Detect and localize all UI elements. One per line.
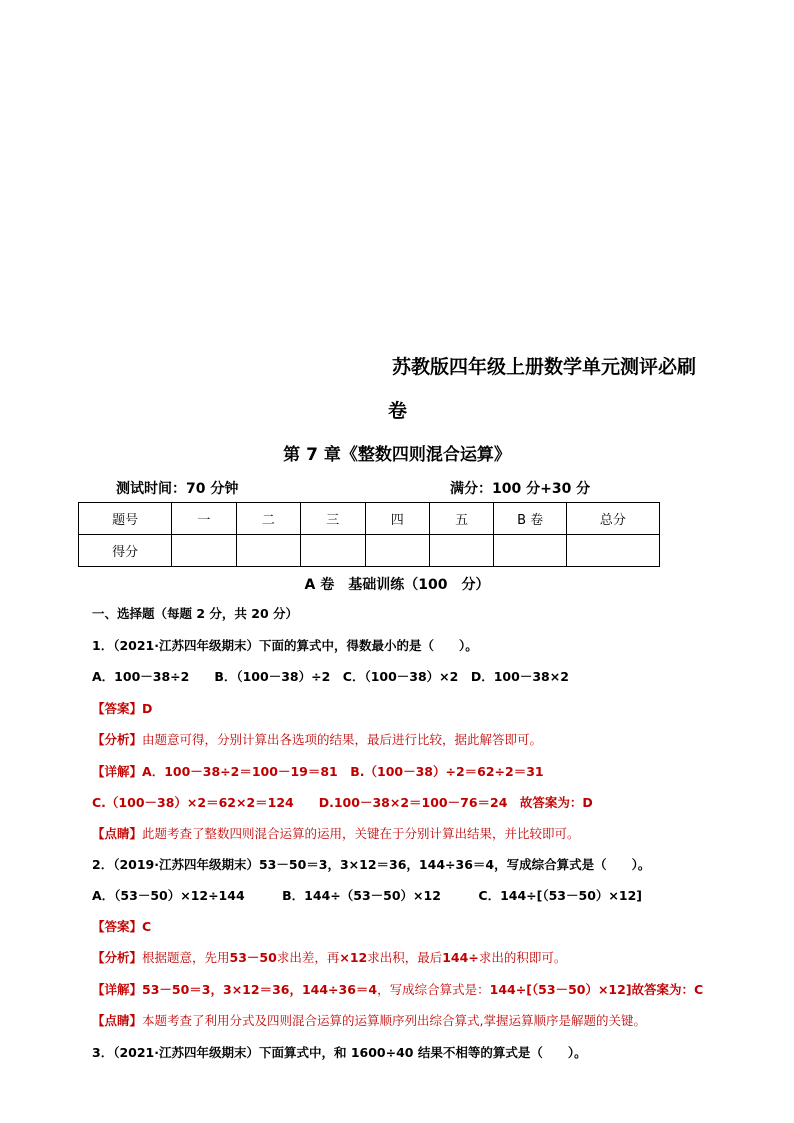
analysis-expr: 53－50 [229,950,277,965]
score-header-cell: B 卷 [494,503,566,535]
q1-detail-2: C.（100－38）×2＝62×2＝124 D.100－38×2＝100－76＝24 故答案为：D [92,795,593,810]
analysis-text: 求出差，再 [276,950,340,965]
section-a-heading: A 卷 基础训练（100 分） [304,577,490,593]
score-header-cell: 二 [236,503,300,535]
q2-answer [92,917,151,935]
chapter-title: 第 7 章《整数四则混合运算》 [283,445,511,465]
full-score: 满分：100 分+30 分 [450,481,591,497]
q1-stem: 1．（2021·江苏四年级期末）下面的算式中，得数最小的是（ ）。 [92,638,478,653]
score-input-cell[interactable] [365,535,429,567]
part1-heading: 一、选择题（每题 2 分，共 20 分） [92,606,299,621]
detail-label: 【详解】 [92,764,143,779]
q2-detail [92,980,703,998]
analysis-label: 【分析】 [92,732,143,747]
score-input-cell[interactable] [301,535,365,567]
score-input-cell[interactable] [429,535,493,567]
q1-detail-1 [92,762,544,780]
doc-title-line2: 卷 [388,400,408,422]
q1-analysis [92,730,542,748]
comment-label: 【点睛】 [92,826,143,841]
comment-text: 此题考查了整数四则混合运算的运用，关键在于分别计算出结果，并比较即可。 [142,826,580,841]
answer-label: 【答案】 [92,701,143,716]
test-time: 测试时间：70 分钟 [116,481,239,497]
score-header-cell: 总分 [566,503,659,535]
analysis-text: 根据题意，先用 [142,950,230,965]
q2-options: A．（53－50）×12÷144 B．144÷（53－50）×12 C．144÷[（53－50）×12] [92,888,642,903]
analysis-text: 由题意可得，分别计算出各选项的结果，最后进行比较，据此解答即可。 [142,732,543,747]
doc-title-line1: 苏教版四年级上册数学单元测评必刷 [392,356,697,378]
analysis-text: 求出积，最后 [367,950,443,965]
score-input-cell[interactable] [566,535,659,567]
detail-label: 【详解】 [92,982,143,997]
q1-comment [92,824,580,842]
detail-text: A．100－38÷2＝100－19＝81 B.（100－38）÷2＝62÷2＝31 [142,764,544,779]
score-header-cell: 四 [365,503,429,535]
comment-label: 【点睛】 [92,1013,143,1028]
score-table-score-row [79,535,660,567]
answer-value: D [142,701,153,716]
score-table [78,502,660,567]
analysis-text: 求出的积即可。 [478,950,567,965]
answer-label: 【答案】 [92,919,143,934]
detail-expr: 144÷[（53－50）×12]故答案为：C [489,982,704,997]
score-input-cell[interactable] [236,535,300,567]
score-header-cell: 题号 [79,503,172,535]
answer-value: C [142,919,152,934]
score-input-cell[interactable] [494,535,566,567]
score-header-cell: 三 [301,503,365,535]
q2-stem: 2．（2019·江苏四年级期末）53－50＝3，3×12＝36，144÷36＝4，写成综合算式是（ ）。 [92,857,651,872]
q2-analysis [92,948,566,966]
score-input-cell[interactable] [172,535,236,567]
detail-expr: 53－50＝3，3×12＝36，144÷36＝4 [142,982,378,997]
score-header-cell: 五 [429,503,493,535]
q1-answer [92,699,152,717]
score-header-cell: 一 [172,503,236,535]
analysis-label: 【分析】 [92,950,143,965]
score-table-header-row [79,503,660,535]
score-row-label: 得分 [79,535,172,567]
analysis-expr: ×12 [339,950,368,965]
analysis-expr: 144÷ [442,950,479,965]
q1-options: A．100－38÷2 B．（100－38）÷2 C．（100－38）×2 D．100－38×2 [92,669,569,684]
comment-text: 本题考查了利用分式及四则混合运算的运算顺序列出综合算式,掌握运算顺序是解题的关键。 [142,1013,646,1028]
q2-comment [92,1011,646,1029]
detail-text: ，写成综合算式是： [377,982,490,997]
q3-stem: 3．（2021·江苏四年级期末）下面算式中，和 1600÷40 结果不相等的算式是（ ）。 [92,1045,587,1060]
